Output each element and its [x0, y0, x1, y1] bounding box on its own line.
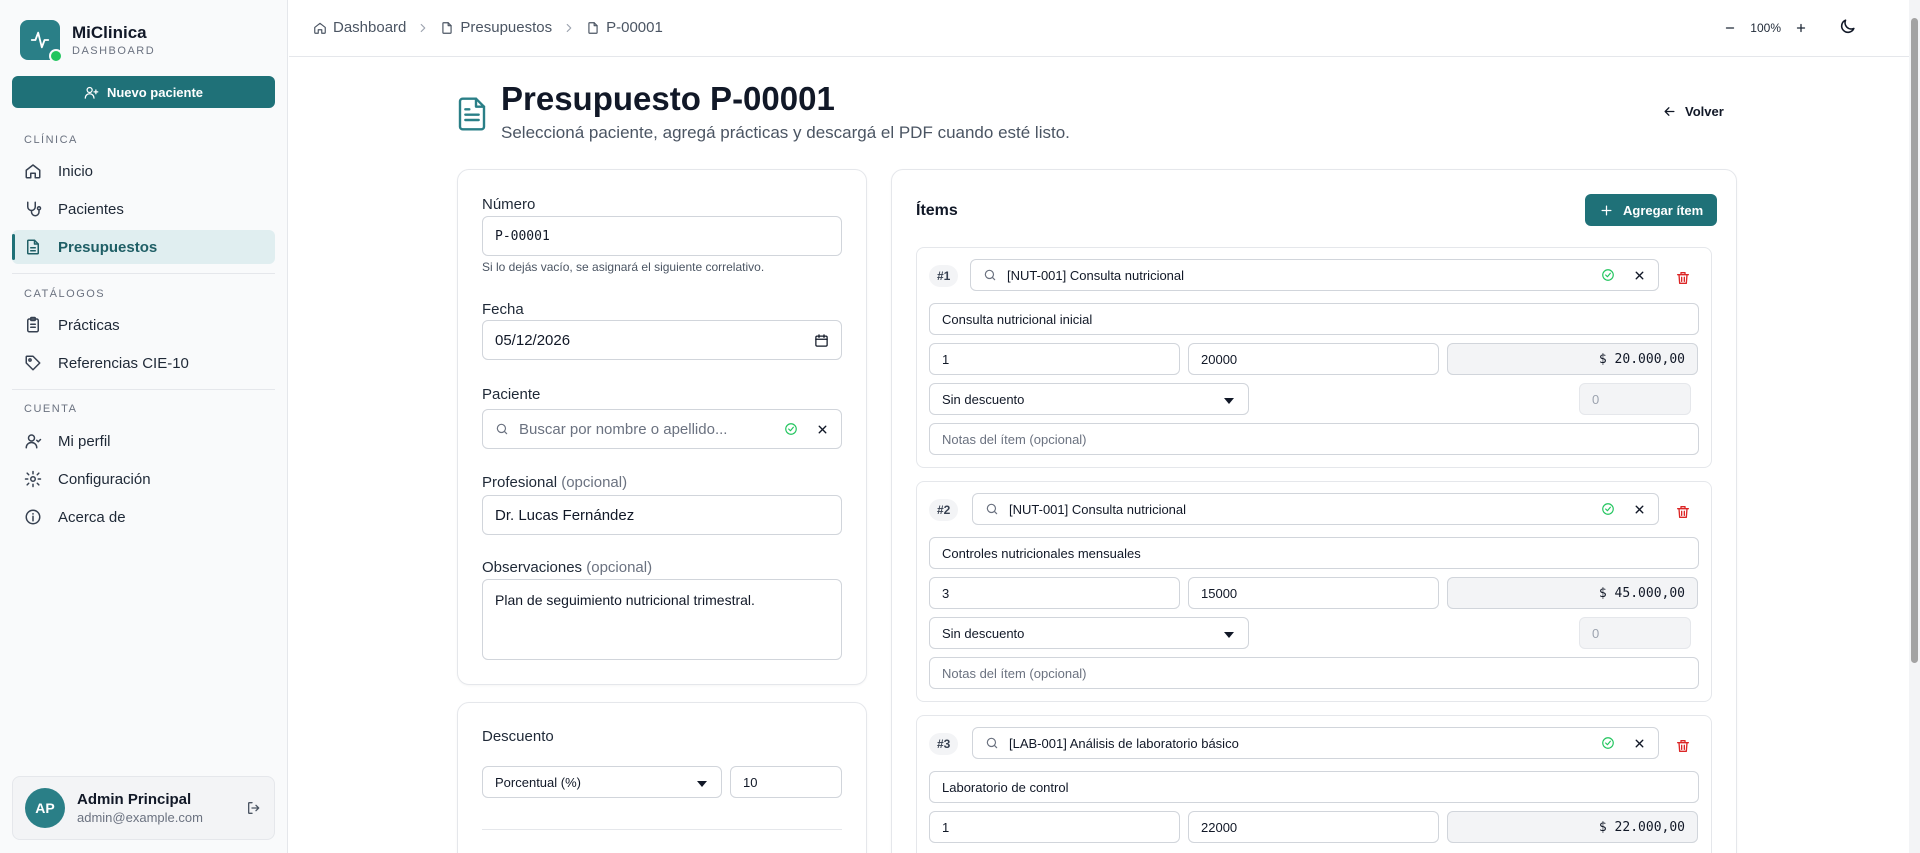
new-patient-label: Nuevo paciente [106, 84, 204, 100]
item-discount-select[interactable] [929, 383, 1249, 415]
plus-icon [1599, 203, 1614, 218]
breadcrumb-label: Dashboard [333, 19, 407, 36]
item-number-badge: #3 [929, 733, 958, 755]
breadcrumb [313, 19, 663, 36]
item-discount-value: 0 [1592, 391, 1600, 407]
zoom-out-button[interactable] [1718, 16, 1742, 40]
sidebar-item-label: Prácticas [58, 316, 120, 334]
back-button[interactable] [1662, 104, 1724, 119]
observaciones-label [482, 559, 652, 576]
paciente-label: Paciente [482, 386, 541, 403]
item-price-input[interactable] [1188, 577, 1439, 609]
fecha-input[interactable] [482, 320, 842, 360]
profesional-input[interactable] [482, 495, 842, 535]
numero-value: P-00001 [495, 228, 550, 244]
item-subtotal-field [1447, 811, 1698, 843]
close-icon[interactable] [816, 423, 829, 436]
section-label-cuenta: CUENTA [24, 403, 78, 415]
practice-value: [LAB-001] Análisis de laboratorio básico [1009, 735, 1239, 751]
practice-search-input[interactable] [972, 493, 1659, 525]
item-discount-type: Sin descuento [942, 625, 1025, 641]
page-title: Presupuesto P-00001 [501, 80, 835, 117]
pulse-logo-icon [20, 20, 60, 60]
sidebar-item-presupuestos[interactable] [12, 230, 275, 264]
item-description-input[interactable] [929, 537, 1699, 569]
chevron-down-icon [1224, 632, 1234, 638]
back-label: Volver [1685, 104, 1724, 119]
document-icon [440, 21, 454, 35]
fecha-label: Fecha [482, 301, 524, 318]
new-patient-button[interactable] [12, 76, 275, 108]
chevron-right-icon [416, 21, 430, 35]
scrollbar[interactable] [1909, 0, 1920, 853]
item-description-input[interactable] [929, 771, 1699, 803]
logout-icon[interactable] [246, 800, 262, 816]
brand-name: MiClinica [72, 23, 147, 42]
home-icon [24, 162, 42, 180]
item-quantity-input[interactable] [929, 577, 1180, 609]
sidebar-divider [12, 273, 275, 274]
sidebar-item-referencias[interactable] [12, 346, 275, 380]
sidebar-item-label: Mi perfil [58, 432, 111, 450]
tag-icon [24, 354, 42, 372]
trash-icon[interactable] [1675, 504, 1691, 520]
optional-tag: (opcional) [586, 559, 653, 576]
breadcrumb-presupuestos[interactable] [440, 19, 552, 36]
item-number-badge: #2 [929, 499, 958, 521]
brand[interactable] [20, 20, 155, 60]
dark-mode-toggle[interactable] [1838, 17, 1857, 36]
search-icon [495, 422, 509, 436]
breadcrumb-current [586, 19, 663, 36]
home-icon [313, 21, 327, 35]
document-icon [586, 21, 600, 35]
sidebar-item-label: Referencias CIE-10 [58, 354, 189, 372]
gear-icon [24, 470, 42, 488]
zoom-control [1718, 15, 1813, 41]
item-subtotal-field [1447, 343, 1698, 375]
close-icon[interactable] [1633, 269, 1646, 282]
item-notes-input[interactable] [929, 657, 1699, 689]
chevron-down-icon [697, 781, 707, 787]
add-item-button[interactable] [1585, 194, 1717, 226]
breadcrumb-label: Presupuestos [460, 19, 553, 36]
sidebar-item-practicas[interactable] [12, 308, 275, 342]
item-price: 20000 [1201, 351, 1238, 367]
item-subtotal: $ 45.000,00 [1598, 585, 1685, 601]
sidebar-item-label: Pacientes [58, 200, 124, 218]
sidebar-item-inicio[interactable] [12, 154, 275, 188]
paciente-placeholder: Buscar por nombre o apellido... [519, 420, 728, 438]
sidebar-item-label: Presupuestos [58, 238, 158, 256]
zoom-in-button[interactable] [1789, 16, 1813, 40]
item-notes-placeholder: Notas del ítem (opcional) [942, 431, 1087, 447]
sidebar-item-pacientes[interactable] [12, 192, 275, 226]
item-subtotal-field [1447, 577, 1698, 609]
discount-value: 10 [743, 774, 758, 790]
page-subtitle: Seleccioná paciente, agregá prácticas y descargá el PDF cuando esté listo. [501, 123, 1070, 142]
check-circle-icon [1601, 736, 1615, 750]
search-icon [985, 502, 999, 516]
numero-label: Número [482, 196, 536, 213]
check-circle-icon [784, 422, 798, 436]
profesional-label [482, 474, 627, 491]
trash-icon[interactable] [1675, 270, 1691, 286]
observaciones-value: Plan de seguimiento nutricional trimestral. [495, 592, 755, 608]
trash-icon[interactable] [1675, 738, 1691, 754]
sidebar-item-acerca-de[interactable] [12, 500, 275, 534]
practice-value: [NUT-001] Consulta nutricional [1009, 501, 1187, 517]
user-icon [24, 432, 42, 450]
check-circle-icon [1601, 268, 1615, 282]
item-subtotal: $ 22.000,00 [1598, 819, 1685, 835]
optional-tag: (opcional) [561, 474, 628, 491]
user-name: Admin Principal [77, 791, 192, 808]
scrollbar-thumb[interactable] [1911, 18, 1918, 663]
item-discount-select[interactable] [929, 617, 1249, 649]
plus-icon [1795, 22, 1807, 34]
chevron-right-icon [562, 21, 576, 35]
sidebar-item-mi-perfil[interactable] [12, 424, 275, 458]
sidebar-divider [12, 389, 275, 390]
descuento-label: Descuento [482, 728, 554, 745]
search-icon [983, 268, 997, 282]
item-quantity: 1 [942, 351, 950, 367]
user-card[interactable] [12, 776, 275, 840]
discount-value-input[interactable] [730, 766, 842, 798]
sidebar-item-label: Configuración [58, 470, 151, 488]
section-label-catalogos: CATÁLOGOS [24, 288, 106, 300]
item-description-input[interactable] [929, 303, 1699, 335]
observaciones-label-text: Observaciones [482, 559, 583, 576]
item-price: 22000 [1201, 819, 1238, 835]
item-discount-value: 0 [1592, 625, 1600, 641]
calendar-icon[interactable] [814, 333, 829, 348]
search-icon [985, 736, 999, 750]
numero-input[interactable] [482, 216, 842, 256]
paciente-search-input[interactable] [482, 409, 842, 449]
topbar [289, 0, 1909, 57]
practice-value: [NUT-001] Consulta nutricional [1007, 267, 1185, 283]
avatar: AP [25, 788, 65, 828]
breadcrumb-label: P-00001 [606, 19, 663, 36]
item-subtotal: $ 20.000,00 [1598, 351, 1685, 367]
close-icon[interactable] [1633, 503, 1646, 516]
user-email: admin@example.com [77, 810, 203, 825]
item-description: Controles nutricionales mensuales [942, 545, 1141, 561]
sidebar-item-configuracion[interactable] [12, 462, 275, 496]
fecha-value: 05/12/2026 [495, 331, 571, 349]
breadcrumb-dashboard[interactable] [313, 19, 406, 36]
add-item-label: Agregar ítem [1623, 202, 1704, 218]
minus-icon [1724, 22, 1736, 34]
item-discount-value-input [1579, 383, 1691, 415]
item-notes-placeholder: Notas del ítem (opcional) [942, 665, 1087, 681]
observaciones-textarea[interactable] [482, 579, 842, 660]
numero-hint: Si lo dejás vacío, se asignará el siguiente correlativo. [482, 260, 765, 274]
stethoscope-icon [24, 200, 42, 218]
item-number-badge: #1 [929, 265, 958, 287]
chevron-down-icon [1224, 398, 1234, 404]
item-quantity-input[interactable] [929, 811, 1180, 843]
practice-search-input[interactable] [972, 727, 1659, 759]
item-description: Laboratorio de control [942, 779, 1069, 795]
divider [482, 829, 842, 830]
sidebar-item-label: Inicio [58, 162, 94, 180]
discount-type-select[interactable] [482, 766, 722, 798]
item-quantity: 1 [942, 819, 950, 835]
document-icon [456, 96, 488, 132]
item-discount-value-input [1579, 617, 1691, 649]
arrow-left-icon [1662, 104, 1677, 119]
brand-subtitle: DASHBOARD [72, 45, 156, 57]
practice-search-input[interactable] [970, 259, 1659, 291]
item-description: Consulta nutricional inicial [942, 311, 1093, 327]
section-label-clinica: CLÍNICA [24, 134, 78, 146]
profesional-label-text: Profesional [482, 474, 558, 491]
close-icon[interactable] [1633, 737, 1646, 750]
info-icon [24, 508, 42, 526]
item-quantity: 3 [942, 585, 950, 601]
online-status-dot [49, 49, 63, 63]
sidebar [0, 0, 288, 853]
profesional-value: Dr. Lucas Fernández [495, 506, 635, 524]
item-price-input[interactable] [1188, 343, 1439, 375]
check-circle-icon [1601, 502, 1615, 516]
user-plus-icon [84, 85, 99, 100]
items-title: Ítems [916, 202, 958, 219]
clipboard-icon [24, 316, 42, 334]
item-notes-input[interactable] [929, 423, 1699, 455]
item-quantity-input[interactable] [929, 343, 1180, 375]
sidebar-item-label: Acerca de [58, 508, 126, 526]
document-icon [24, 238, 42, 256]
item-price-input[interactable] [1188, 811, 1439, 843]
discount-type-value: Porcentual (%) [495, 774, 581, 790]
item-discount-type: Sin descuento [942, 391, 1025, 407]
zoom-level: 100% [1750, 21, 1781, 35]
item-price: 15000 [1201, 585, 1238, 601]
moon-icon [1838, 17, 1857, 36]
